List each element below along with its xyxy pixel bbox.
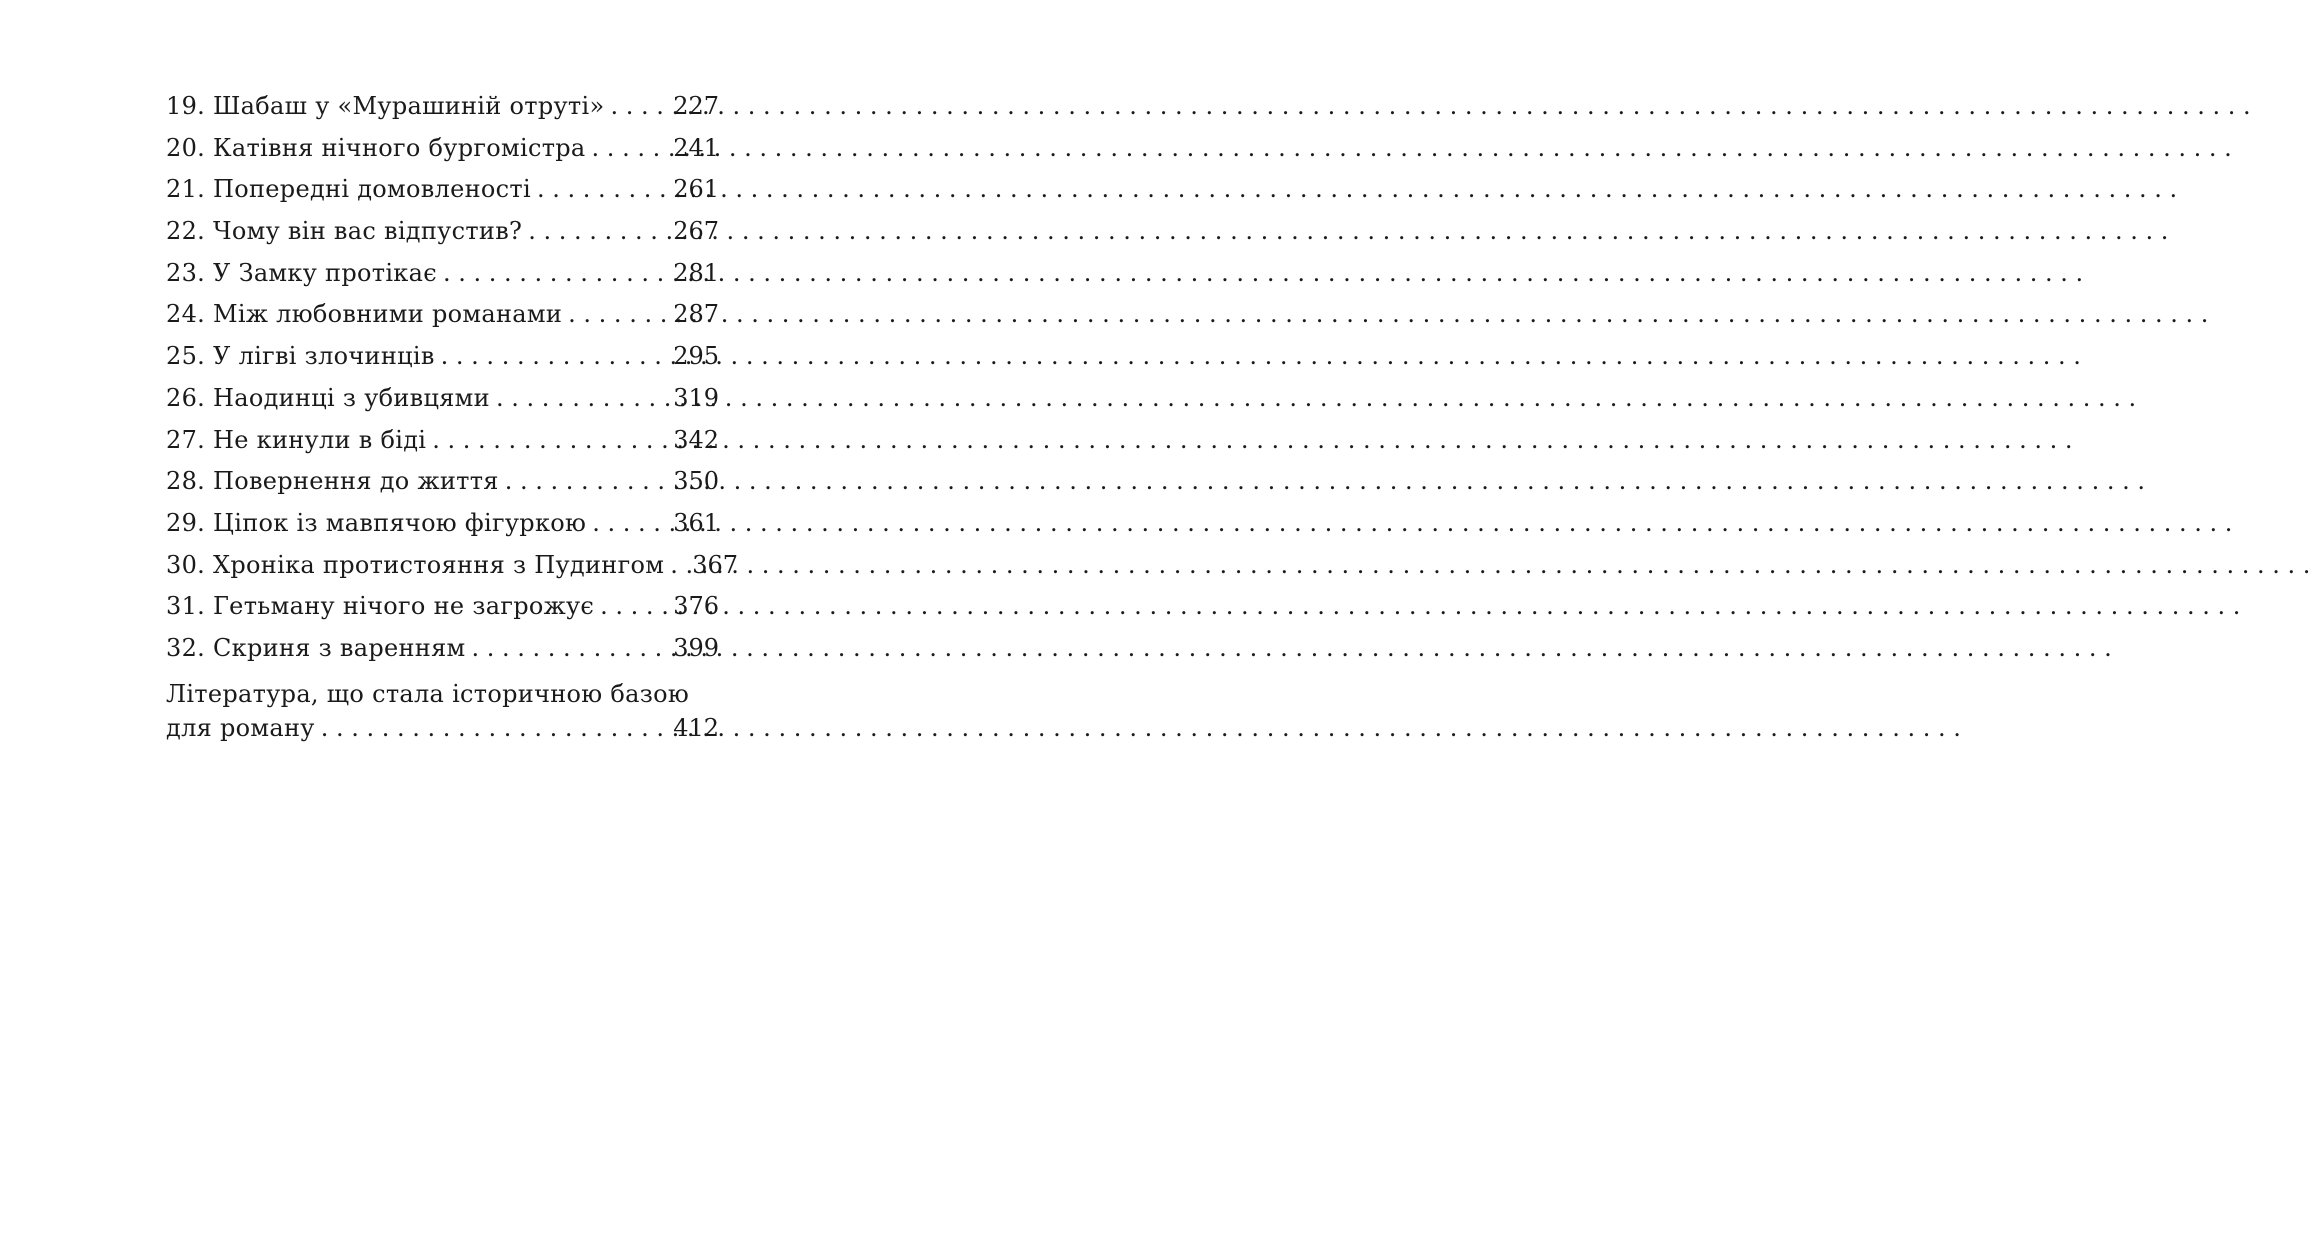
toc-entry-page: 261 <box>673 175 719 204</box>
dot-leader <box>315 711 671 745</box>
dot-leader <box>604 86 671 128</box>
dot-leader <box>435 336 672 378</box>
toc-entry-title: 21. Попередні домовленості <box>166 175 531 204</box>
toc-entry-title: 24. Між любовними романами <box>166 300 563 329</box>
toc-entry-page: 227 <box>673 92 719 120</box>
toc-entry-27[interactable] <box>166 420 719 462</box>
dot-leader <box>562 294 671 336</box>
toc-entry-23[interactable] <box>166 253 719 295</box>
toc-entry-title: 20. Катівня нічного бургомістра <box>166 133 586 162</box>
toc-entry-31[interactable] <box>166 586 719 628</box>
toc-entry-title: 29. Ціпок із мавпячою фігуркою <box>166 508 587 537</box>
toc-entry-title: 28. Повернення до життя <box>166 467 499 496</box>
toc-entry-page: 295 <box>673 342 719 371</box>
toc-entry-20[interactable] <box>166 128 719 170</box>
toc-entry-page: 319 <box>673 383 719 412</box>
toc-entry-page: 399 <box>673 633 719 662</box>
toc-entry-25[interactable] <box>166 336 719 378</box>
toc-entry-title-line2: для роману <box>166 713 315 742</box>
toc-entry-page: 267 <box>673 217 719 246</box>
toc-entry-title-line2-row <box>166 711 719 745</box>
dot-leader <box>426 420 671 462</box>
dot-leader <box>466 628 672 670</box>
toc-entry-page: 350 <box>673 467 719 496</box>
toc-entry-page: 281 <box>673 258 719 287</box>
toc-entry-page: 367 <box>692 550 738 579</box>
toc-entry-32[interactable] <box>166 628 719 670</box>
toc-entry-21[interactable] <box>166 169 719 211</box>
dot-leader <box>586 503 671 545</box>
toc-entry-title: 26. Наодинці з убивцями <box>166 383 490 412</box>
toc-entry-29[interactable] <box>166 503 719 545</box>
dot-leader <box>594 586 671 628</box>
dot-leader <box>499 461 671 503</box>
toc-entry-title: 32. Скриня з варенням <box>166 633 466 662</box>
toc-entry-title: 19. Шабаш у «Мурашиній отруті» <box>166 92 605 120</box>
toc-entry-title-line1: Література, що стала історичною базою <box>166 679 690 708</box>
toc-entry-26[interactable] <box>166 378 719 420</box>
toc-entry-22[interactable] <box>166 211 719 253</box>
toc-entry-title: 25. У лігві злочинців <box>166 342 435 371</box>
dot-leader <box>490 378 671 420</box>
toc-entry-page: 361 <box>673 508 719 537</box>
toc-entry-title: 31. Гетьману нічого не загрожує <box>166 592 595 621</box>
toc-entry-title: 23. У Замку протікає <box>166 258 437 287</box>
toc-entry-title: 30. Хроніка протистояння з Пудингом <box>166 550 665 579</box>
toc-entry-page: 412 <box>673 713 719 742</box>
toc-entry-page: 376 <box>673 592 719 621</box>
dot-leader <box>664 545 690 587</box>
toc-entry-title: 27. Не кинули в біді <box>166 425 427 454</box>
dot-leader <box>522 211 671 253</box>
toc-entry-24[interactable] <box>166 294 719 336</box>
dot-leader <box>531 169 671 211</box>
toc-entry-30[interactable] <box>166 545 738 587</box>
dot-leader <box>586 128 672 170</box>
toc-entry-page: 287 <box>673 300 719 329</box>
table-of-contents <box>166 86 738 745</box>
toc-entry-page: 342 <box>673 425 719 454</box>
toc-entry-19[interactable] <box>166 86 719 128</box>
dot-leader <box>437 253 671 295</box>
toc-entry-28[interactable] <box>166 461 719 503</box>
toc-entry-bibliography[interactable] <box>166 678 719 745</box>
toc-entry-title: 22. Чому він вас відпустив? <box>166 217 523 246</box>
toc-entry-page: 241 <box>673 133 719 162</box>
